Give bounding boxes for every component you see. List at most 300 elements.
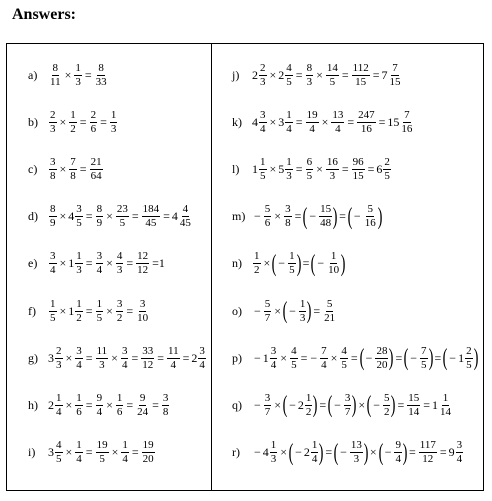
problem-label: n) bbox=[232, 256, 242, 271]
numerator: 9 bbox=[395, 439, 401, 452]
numerator: 15 bbox=[408, 391, 420, 404]
operator: − bbox=[365, 350, 373, 365]
numerator: 3 bbox=[199, 344, 205, 357]
operator: × bbox=[65, 397, 73, 412]
numerator: 1 bbox=[286, 155, 292, 168]
denominator: 5 bbox=[306, 169, 313, 182]
numerator: 23 bbox=[116, 203, 128, 216]
parenthesis: ( bbox=[282, 392, 288, 419]
mixed-number bbox=[387, 110, 414, 135]
operator: = bbox=[439, 445, 447, 460]
denominator: 15 bbox=[352, 169, 364, 182]
numerator: 19 bbox=[96, 439, 108, 452]
problem-expression bbox=[252, 157, 392, 182]
denominator: 2 bbox=[70, 122, 76, 135]
denominator: 5 bbox=[466, 358, 472, 371]
operator: = bbox=[423, 397, 431, 412]
operator: × bbox=[111, 350, 118, 365]
denominator: 5 bbox=[260, 169, 266, 182]
operator: = bbox=[85, 256, 93, 271]
operator: × bbox=[280, 445, 288, 460]
numerator: 9 bbox=[139, 391, 146, 404]
mixed-number bbox=[263, 346, 279, 371]
operator: − bbox=[317, 256, 325, 271]
numerator: 1 bbox=[96, 297, 103, 310]
problem-expression bbox=[48, 346, 207, 371]
fraction bbox=[69, 110, 77, 135]
problem-label: g) bbox=[28, 350, 38, 365]
answers-title: Answers: bbox=[12, 6, 76, 23]
numerator: 7 bbox=[321, 344, 327, 357]
parenthesis: ( bbox=[403, 345, 409, 372]
problem-label: k) bbox=[232, 114, 242, 129]
denominator: 5 bbox=[286, 75, 292, 88]
operator: − bbox=[449, 350, 457, 365]
fraction bbox=[350, 440, 363, 465]
denominator: 4 bbox=[321, 358, 327, 371]
numerator: 2 bbox=[56, 344, 62, 357]
operator: × bbox=[269, 114, 277, 129]
problem-row bbox=[28, 294, 150, 328]
problem-row bbox=[28, 58, 109, 92]
denominator: 3 bbox=[116, 264, 123, 277]
numerator: 1 bbox=[50, 297, 56, 310]
fraction bbox=[96, 346, 109, 371]
fraction bbox=[305, 393, 313, 418]
fraction bbox=[259, 110, 267, 135]
problem-label: j) bbox=[232, 67, 240, 82]
operator: × bbox=[330, 350, 338, 365]
fraction bbox=[253, 251, 261, 276]
fraction bbox=[55, 346, 63, 371]
numerator: 11 bbox=[168, 344, 179, 357]
operator: × bbox=[274, 397, 282, 412]
problem-label: q) bbox=[232, 397, 242, 412]
problem-label: l) bbox=[232, 161, 240, 176]
fraction bbox=[142, 204, 161, 229]
problem-row bbox=[232, 105, 414, 139]
parenthesis: ( bbox=[378, 439, 384, 466]
numerator: 4 bbox=[116, 250, 123, 263]
denominator: 12 bbox=[142, 358, 154, 371]
problem-expression bbox=[48, 110, 118, 135]
operator: = bbox=[395, 350, 403, 365]
fraction bbox=[162, 393, 170, 418]
fraction bbox=[141, 346, 154, 371]
fraction bbox=[299, 299, 307, 324]
operator: = bbox=[295, 114, 303, 129]
fraction bbox=[259, 157, 267, 182]
operator: = bbox=[131, 209, 139, 224]
operator: × bbox=[274, 209, 282, 224]
whole-part: 2 bbox=[278, 67, 285, 82]
operator: − bbox=[373, 397, 380, 412]
parenthesis: ( bbox=[347, 203, 353, 230]
operator: − bbox=[334, 397, 341, 412]
denominator: 4 bbox=[270, 358, 277, 371]
denominator: 10 bbox=[137, 311, 149, 324]
fraction bbox=[306, 63, 314, 88]
problem-row bbox=[28, 105, 118, 139]
denominator: 4 bbox=[121, 358, 128, 371]
fraction bbox=[320, 346, 328, 371]
denominator: 14 bbox=[440, 405, 452, 418]
fraction bbox=[96, 440, 109, 465]
fraction bbox=[456, 440, 464, 465]
denominator: 6 bbox=[264, 217, 271, 230]
parenthesis: ) bbox=[318, 439, 324, 466]
problem-expression bbox=[48, 440, 156, 465]
mixed-number bbox=[68, 251, 84, 276]
problem-label: e) bbox=[28, 256, 38, 271]
whole-part: 9 bbox=[448, 445, 455, 460]
numerator: 33 bbox=[142, 344, 154, 357]
fraction bbox=[331, 110, 344, 135]
operator: − bbox=[340, 445, 347, 460]
operator: − bbox=[289, 303, 296, 318]
operator: = bbox=[434, 350, 442, 365]
fraction bbox=[364, 204, 377, 229]
numerator: 16 bbox=[326, 155, 338, 168]
numerator: 1 bbox=[286, 108, 292, 121]
denominator: 4 bbox=[50, 264, 56, 277]
denominator: 2 bbox=[254, 264, 260, 277]
operator: = bbox=[408, 445, 416, 460]
whole-part: 1 bbox=[458, 350, 465, 365]
denominator: 33 bbox=[95, 75, 107, 88]
numerator: 1 bbox=[76, 391, 82, 404]
problem-expression bbox=[252, 63, 403, 88]
whole-part: 4 bbox=[171, 209, 178, 224]
denominator: 4 bbox=[56, 405, 62, 418]
mixed-number bbox=[449, 440, 465, 465]
operator: = − bbox=[300, 350, 318, 365]
denominator: 3 bbox=[75, 75, 81, 88]
denominator: 8 bbox=[70, 169, 76, 182]
fraction bbox=[323, 299, 336, 324]
numerator: 1 bbox=[116, 391, 123, 404]
denominator: 16 bbox=[360, 122, 372, 135]
operator: − bbox=[278, 256, 286, 271]
whole-part: 2 bbox=[48, 397, 54, 412]
problem-row bbox=[232, 58, 403, 92]
mixed-number bbox=[278, 63, 294, 88]
denominator: 5 bbox=[50, 311, 56, 324]
numerator: 12 bbox=[137, 250, 149, 263]
denominator: 4 bbox=[456, 453, 463, 466]
numerator: 3 bbox=[116, 297, 123, 310]
fraction bbox=[198, 346, 206, 371]
denominator: 4 bbox=[122, 453, 128, 466]
numerator: 8 bbox=[52, 61, 59, 74]
operator: = bbox=[350, 350, 358, 365]
operator: = bbox=[347, 114, 355, 129]
fraction bbox=[375, 346, 388, 371]
numerator: 3 bbox=[50, 250, 56, 263]
denominator: 3 bbox=[76, 264, 82, 277]
numerator: 2 bbox=[466, 344, 472, 357]
fraction bbox=[49, 251, 57, 276]
fraction bbox=[383, 157, 391, 182]
parenthesis: ) bbox=[402, 439, 408, 466]
denominator: 6 bbox=[116, 405, 123, 418]
operator: − bbox=[254, 397, 261, 412]
numerator: 3 bbox=[260, 108, 266, 121]
operator: = bbox=[295, 67, 303, 82]
operator: = bbox=[131, 350, 139, 365]
numerator: 7 bbox=[421, 344, 427, 357]
whole-part: 4 bbox=[68, 209, 75, 224]
operator: = bbox=[85, 303, 93, 318]
fraction bbox=[400, 110, 413, 135]
mixed-number bbox=[278, 157, 294, 182]
denominator: 3 bbox=[56, 358, 62, 371]
numerator: 3 bbox=[50, 155, 56, 168]
denominator: 5 bbox=[99, 453, 105, 466]
numerator: 3 bbox=[96, 250, 103, 263]
operator: × bbox=[59, 161, 67, 176]
denominator: 2 bbox=[383, 405, 390, 418]
denominator: 4 bbox=[286, 122, 292, 135]
whole-part: 4 bbox=[252, 114, 258, 129]
mixed-number bbox=[48, 346, 64, 371]
denominator: 5 bbox=[341, 358, 347, 371]
fraction bbox=[49, 63, 62, 88]
numerator: 5 bbox=[264, 297, 271, 310]
fraction bbox=[326, 63, 339, 88]
operator: × bbox=[59, 114, 67, 129]
fraction bbox=[285, 63, 293, 88]
mixed-number bbox=[252, 63, 268, 88]
whole-part: 3 bbox=[48, 350, 54, 365]
parenthesis: ) bbox=[428, 345, 433, 372]
fraction bbox=[74, 63, 82, 88]
fraction bbox=[49, 110, 57, 135]
mixed-number bbox=[263, 440, 279, 465]
mixed-number bbox=[278, 110, 294, 135]
numerator: 1 bbox=[289, 250, 295, 263]
operator: = bbox=[126, 303, 134, 318]
denominator: 4 bbox=[76, 358, 82, 371]
parenthesis: ( bbox=[366, 392, 372, 419]
mixed-number bbox=[68, 204, 84, 229]
numerator: 4 bbox=[286, 61, 292, 74]
problem-expression bbox=[252, 110, 414, 135]
operator: = bbox=[85, 445, 93, 460]
numerator: 1 bbox=[76, 250, 82, 263]
numerator: 1 bbox=[75, 61, 81, 74]
fraction bbox=[439, 393, 452, 418]
denominator: 3 bbox=[260, 75, 266, 88]
numerator: 5 bbox=[326, 297, 333, 310]
operator: × bbox=[59, 256, 67, 271]
operator: × bbox=[369, 445, 377, 460]
fraction bbox=[264, 299, 272, 324]
problem-row bbox=[232, 388, 453, 422]
parenthesis: ( bbox=[327, 392, 333, 419]
numerator: 7 bbox=[70, 155, 76, 168]
fraction bbox=[311, 440, 319, 465]
operator: = bbox=[302, 256, 310, 271]
numerator: 7 bbox=[404, 108, 410, 121]
mixed-number bbox=[298, 393, 314, 418]
operator: × bbox=[269, 67, 277, 82]
numerator: 2 bbox=[50, 108, 56, 121]
numerator: 1 bbox=[76, 439, 82, 452]
problem-label: c) bbox=[28, 161, 38, 176]
numerator: 3 bbox=[264, 391, 271, 404]
operator: = bbox=[157, 350, 164, 365]
fraction bbox=[319, 204, 332, 229]
parenthesis: ( bbox=[271, 250, 277, 277]
denominator: 3 bbox=[110, 122, 117, 135]
numerator: 21 bbox=[90, 155, 102, 168]
mixed-number bbox=[432, 393, 453, 418]
fraction bbox=[357, 110, 376, 135]
denominator: 7 bbox=[264, 405, 271, 418]
numerator: 1 bbox=[70, 108, 76, 121]
fraction bbox=[75, 299, 83, 324]
mixed-number bbox=[48, 440, 64, 465]
fraction bbox=[179, 204, 192, 229]
parenthesis: ( bbox=[288, 439, 294, 466]
parenthesis: ) bbox=[377, 203, 383, 230]
denominator: 3 bbox=[270, 453, 277, 466]
numerator: 14 bbox=[326, 61, 338, 74]
fraction bbox=[136, 251, 149, 276]
fraction bbox=[383, 393, 391, 418]
problem-row bbox=[28, 152, 104, 186]
fraction bbox=[110, 110, 118, 135]
operator: = bbox=[319, 397, 327, 412]
fraction bbox=[116, 204, 129, 229]
operator: − bbox=[254, 445, 261, 460]
problem-row bbox=[28, 200, 193, 234]
parenthesis: ( bbox=[359, 345, 365, 372]
problem-expression bbox=[252, 251, 345, 276]
operator: = bbox=[85, 209, 93, 224]
denominator: 4 bbox=[96, 264, 103, 277]
operator: = bbox=[339, 209, 346, 224]
problem-expression bbox=[48, 393, 170, 418]
parenthesis: ) bbox=[389, 345, 394, 372]
fraction bbox=[394, 440, 402, 465]
operator: = bbox=[126, 256, 134, 271]
problem-label: b) bbox=[28, 114, 38, 129]
mixed-number bbox=[48, 393, 64, 418]
fraction bbox=[264, 204, 272, 229]
fraction bbox=[142, 440, 155, 465]
mixed-number bbox=[252, 110, 268, 135]
operator: − bbox=[289, 397, 296, 412]
problem-expression bbox=[48, 63, 109, 88]
numerator: 19 bbox=[306, 108, 318, 121]
numerator: 1 bbox=[311, 439, 318, 452]
operator: = bbox=[131, 445, 139, 460]
numerator: 1 bbox=[56, 391, 62, 404]
parenthesis: ) bbox=[312, 392, 318, 419]
numerator: 28 bbox=[376, 344, 388, 357]
fraction bbox=[344, 393, 352, 418]
operator: × bbox=[59, 209, 67, 224]
fraction bbox=[270, 346, 278, 371]
problem-row bbox=[28, 341, 207, 375]
parenthesis: ) bbox=[332, 203, 338, 230]
numerator: 2 bbox=[260, 61, 266, 74]
fraction bbox=[55, 440, 63, 465]
whole-part: 1 bbox=[432, 397, 439, 412]
fraction bbox=[290, 346, 298, 371]
denominator: 24 bbox=[137, 405, 149, 418]
numerator: 3 bbox=[162, 391, 169, 404]
numerator: 5 bbox=[383, 391, 390, 404]
numerator: 3 bbox=[270, 344, 277, 357]
denominator: 7 bbox=[264, 311, 271, 324]
fraction bbox=[389, 63, 402, 88]
denominator: 2 bbox=[116, 311, 123, 324]
numerator: 1 bbox=[305, 391, 312, 404]
denominator: 2 bbox=[76, 311, 82, 324]
operator: = bbox=[372, 67, 380, 82]
fraction bbox=[327, 251, 340, 276]
numerator: 1 bbox=[254, 250, 260, 263]
fraction bbox=[121, 346, 129, 371]
numerator: 1 bbox=[122, 439, 128, 452]
denominator: 4 bbox=[76, 453, 82, 466]
denominator: 4 bbox=[395, 453, 401, 466]
operator: = bbox=[378, 114, 386, 129]
operator: − bbox=[384, 445, 392, 460]
whole-part: 3 bbox=[278, 114, 285, 129]
numerator: 9 bbox=[96, 391, 103, 404]
operator: = bbox=[294, 209, 302, 224]
numerator: 2 bbox=[384, 155, 390, 168]
operator: × bbox=[263, 256, 271, 271]
numerator: 96 bbox=[352, 155, 364, 168]
numerator: 1 bbox=[260, 155, 266, 168]
operator: − bbox=[254, 350, 261, 365]
operator: = bbox=[100, 114, 107, 129]
fraction bbox=[116, 393, 124, 418]
fraction bbox=[49, 204, 57, 229]
fraction bbox=[352, 157, 365, 182]
whole-part: 2 bbox=[252, 67, 258, 82]
operator: = bbox=[313, 303, 321, 318]
fraction bbox=[49, 299, 57, 324]
operator: = bbox=[126, 397, 134, 412]
problem-label: a) bbox=[28, 67, 38, 82]
problem-expression bbox=[48, 157, 104, 182]
numerator: 3 bbox=[139, 297, 146, 310]
operator: × bbox=[64, 67, 72, 82]
operator: = bbox=[84, 67, 92, 82]
problem-row bbox=[28, 247, 167, 281]
fraction bbox=[75, 440, 83, 465]
operator: − bbox=[353, 209, 361, 224]
numerator: 1 bbox=[442, 391, 449, 404]
fraction bbox=[270, 440, 278, 465]
operator: = bbox=[85, 397, 93, 412]
mixed-number bbox=[191, 346, 207, 371]
fraction bbox=[55, 393, 63, 418]
operator: × bbox=[106, 397, 113, 412]
problem-row bbox=[232, 200, 382, 234]
operator: = bbox=[367, 161, 375, 176]
denominator: 15 bbox=[389, 75, 401, 88]
denominator: 45 bbox=[179, 217, 191, 230]
denominator: 4 bbox=[170, 358, 177, 371]
denominator: 8 bbox=[162, 405, 169, 418]
